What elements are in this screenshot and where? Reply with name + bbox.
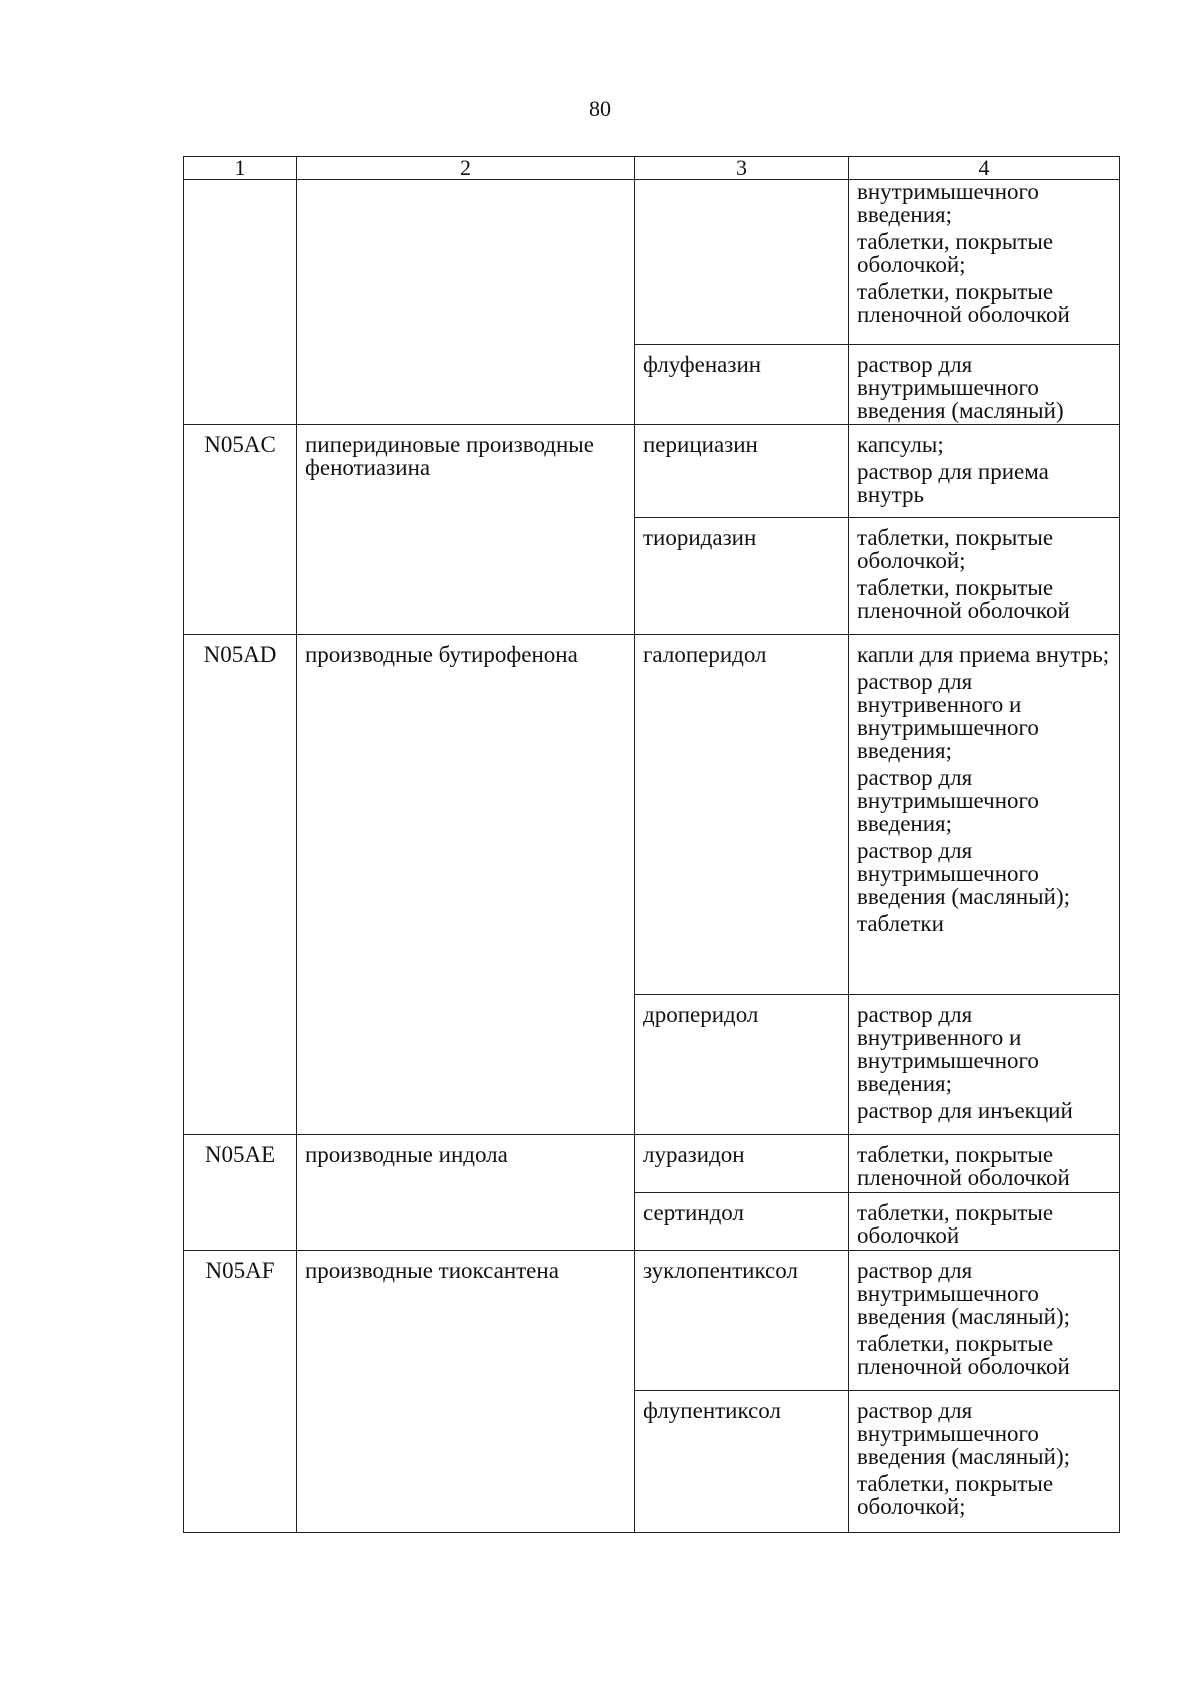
forms-cell (849, 995, 1120, 1135)
group-name: производные индола (297, 1135, 635, 1251)
dosage-form: раствор для внутримышечного введения (масляный); (857, 1398, 1070, 1469)
dosage-form: таблетки, покрытые пленочной оболочкой (857, 279, 1070, 327)
forms-cell (849, 1391, 1120, 1533)
dosage-form: раствор для внутримышечного введения (масляный) (857, 352, 1064, 423)
forms-cell (849, 635, 1120, 995)
group-name: производные тиоксантена (297, 1251, 635, 1533)
drug-name: галоперидол (635, 635, 849, 995)
group-name: пиперидиновые производные фенотиазина (297, 425, 635, 635)
drug-name: луразидон (635, 1135, 849, 1193)
dosage-form: капли для приема внутрь; (857, 642, 1110, 667)
atc-code: N05AD (184, 635, 297, 1135)
drug-name: флуфеназин (635, 345, 849, 425)
dosage-form: раствор для внутримышечного введения (масляный); (857, 1258, 1070, 1329)
dosage-form: таблетки, покрытые пленочной оболочкой (857, 575, 1070, 623)
drug-name: перициазин (635, 425, 849, 518)
dosage-form: раствор для внутримышечного введения; (857, 765, 1039, 836)
dosage-form: раствор для инъекций (857, 1098, 1073, 1123)
dosage-form: таблетки, покрытые оболочкой; (857, 1471, 1054, 1519)
table-row (184, 1135, 1120, 1193)
drug-table (183, 156, 1120, 1533)
header-col-4: 4 (849, 157, 1120, 180)
forms-cell (849, 518, 1120, 635)
dosage-form: таблетки, покрытые пленочной оболочкой (857, 1142, 1070, 1190)
dosage-form: таблетки, покрытые оболочкой (857, 1200, 1054, 1248)
dosage-form: раствор для внутримышечного введения (масляный); (857, 838, 1070, 909)
drug-name: тиоридазин (635, 518, 849, 635)
forms-cell (849, 425, 1120, 518)
table-row (184, 635, 1120, 995)
dosage-form: раствор для приема внутрь (857, 459, 1049, 507)
atc-code: N05AE (184, 1135, 297, 1251)
header-row (184, 157, 1120, 180)
dosage-form: раствор для внутривенного и внутримышечного введения; (857, 1002, 1039, 1096)
atc-code: N05AF (184, 1251, 297, 1533)
dosage-form: таблетки (857, 911, 944, 936)
dosage-form: раствор для внутривенного и внутримышечного введения; (857, 669, 1039, 763)
dosage-form: внутримышечного введения; (857, 179, 1039, 227)
atc-code: N05AC (184, 425, 297, 635)
dosage-form: капсулы; (857, 432, 944, 457)
drug-name: сертиндол (635, 1193, 849, 1251)
table-row (184, 425, 1120, 518)
dosage-form: таблетки, покрытые оболочкой; (857, 229, 1054, 277)
forms-cell (849, 1193, 1120, 1251)
group-name: производные бутирофенона (297, 635, 635, 1135)
group-cell (297, 180, 635, 425)
header-col-2: 2 (297, 157, 635, 180)
dosage-form: таблетки, покрытые пленочной оболочкой (857, 1331, 1070, 1379)
dosage-form: таблетки, покрытые оболочкой; (857, 525, 1054, 573)
header-col-1: 1 (184, 157, 297, 180)
drug-name: дроперидол (635, 995, 849, 1135)
header-col-3: 3 (635, 157, 849, 180)
forms-cell (849, 1135, 1120, 1193)
forms-cell (849, 1251, 1120, 1391)
forms-cell (849, 345, 1120, 425)
table-row (184, 180, 1120, 345)
drug-name: флупентиксол (635, 1391, 849, 1533)
code-cell (184, 180, 297, 425)
forms-cell (849, 180, 1120, 345)
drug-name: зуклопентиксол (635, 1251, 849, 1391)
drug-cell (635, 180, 849, 345)
table-row (184, 1251, 1120, 1391)
page-number: 80 (589, 96, 611, 121)
